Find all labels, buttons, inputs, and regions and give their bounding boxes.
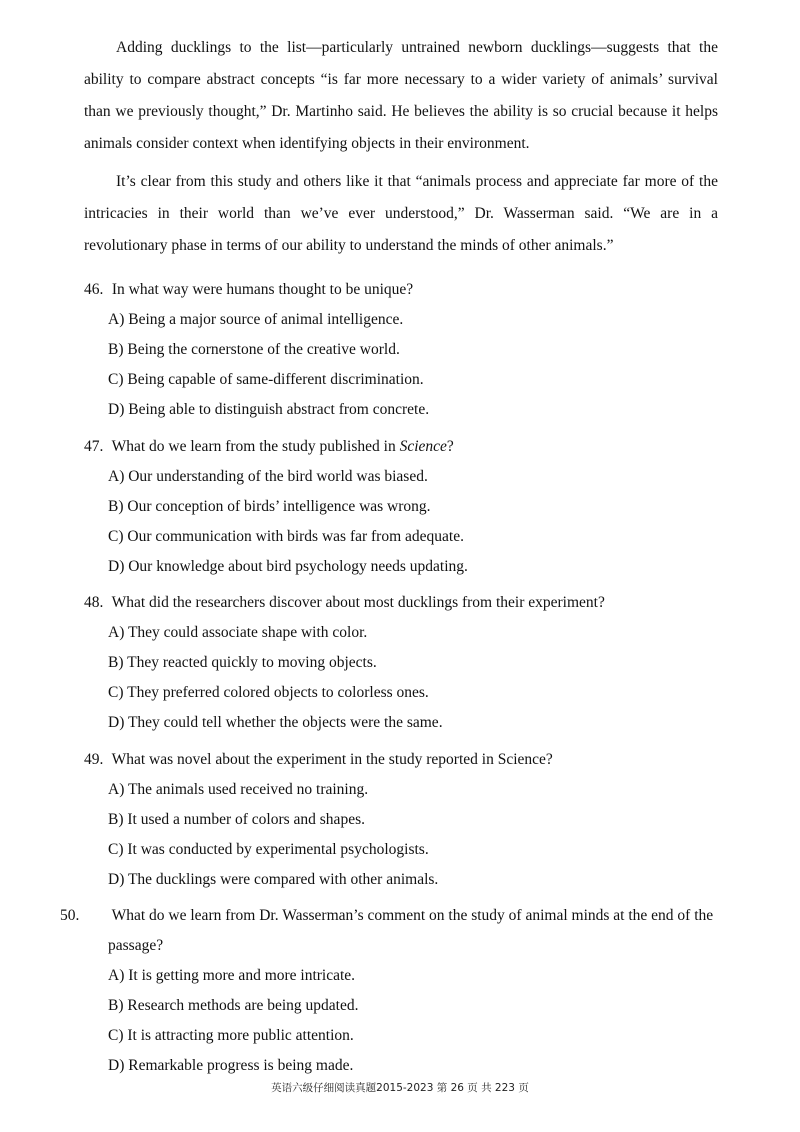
question-47 [84, 432, 724, 582]
question-text: What do we learn from the study published in [111, 438, 400, 455]
option-b: B) Research methods are being updated. [108, 997, 359, 1014]
question-stem [84, 275, 724, 305]
question-text: What do we learn from Dr. Wasserman’s comment on the study of animal minds at the end of the passage? [108, 907, 714, 954]
question-text: In what way were humans thought to be unique? [111, 281, 414, 298]
option-d: D) They could tell whether the objects were the same. [108, 714, 443, 731]
question-stem [84, 588, 724, 618]
option-c: C) It was conducted by experimental psychologists. [108, 841, 429, 858]
option-c: C) Being capable of same-different discrimination. [108, 371, 424, 388]
option-b: B) Our conception of birds’ intelligence was wrong. [108, 498, 431, 515]
option-b: B) They reacted quickly to moving objects. [108, 654, 377, 671]
option-a: A) It is getting more and more intricate. [108, 967, 356, 984]
question-number: 46. [84, 281, 104, 298]
question-number: 47. [84, 438, 104, 455]
option-d: D) Being able to distinguish abstract from concrete. [108, 401, 430, 418]
question-stem [60, 901, 724, 961]
journal-name: Science [399, 438, 447, 455]
question-stem [84, 745, 724, 775]
question-49 [84, 745, 724, 895]
passage-paragraph-2: It’s clear from this study and others like it that “animals process and appreciate far more of the intricacies in their world than we’ve ever understood,” Dr. Wasserman said. “We are in a revolutionary phase in terms of our ability to understand the minds of other animals.” [84, 173, 718, 254]
question-48 [84, 588, 724, 738]
question-50 [60, 901, 724, 1081]
question-number: 49. [84, 751, 104, 768]
option-a: A) Being a major source of animal intelligence. [108, 311, 404, 328]
question-text: What did the researchers discover about most ducklings from their experiment? [111, 594, 605, 611]
option-d: D) Our knowledge about bird psychology needs updating. [108, 558, 468, 575]
option-d: D) Remarkable progress is being made. [108, 1057, 354, 1074]
question-stem [84, 432, 724, 462]
option-a: A) They could associate shape with color. [108, 624, 368, 641]
question-46 [84, 275, 724, 425]
question-text-end: ? [446, 438, 454, 455]
page-footer: 英语六级仔细阅读真题2015-2023 第 26 页 共 223 页 [271, 1082, 529, 1094]
option-d: D) The ducklings were compared with other animals. [108, 871, 439, 888]
option-c: C) They preferred colored objects to colorless ones. [108, 684, 429, 701]
option-b: B) Being the cornerstone of the creative world. [108, 341, 400, 358]
option-a: A) The animals used received no training. [108, 781, 369, 798]
question-text: What was novel about the experiment in the study reported in Science? [111, 751, 553, 768]
question-number: 50. [60, 907, 80, 924]
option-c: C) It is attracting more public attention. [108, 1027, 354, 1044]
passage-paragraph-1: Adding ducklings to the list—particularly untrained newborn ducklings—suggests that the ability to compare abstract concepts “is far more necessary to a wider variety of animals’ survival than we previously thought,” Dr. Martinho said. He believes the ability is so crucial because it helps animals consider context when identifying objects in their environment. [84, 39, 718, 152]
option-a: A) Our understanding of the bird world was biased. [108, 468, 428, 485]
option-c: C) Our communication with birds was far from adequate. [108, 528, 464, 545]
option-b: B) It used a number of colors and shapes. [108, 811, 365, 828]
question-number: 48. [84, 594, 104, 611]
